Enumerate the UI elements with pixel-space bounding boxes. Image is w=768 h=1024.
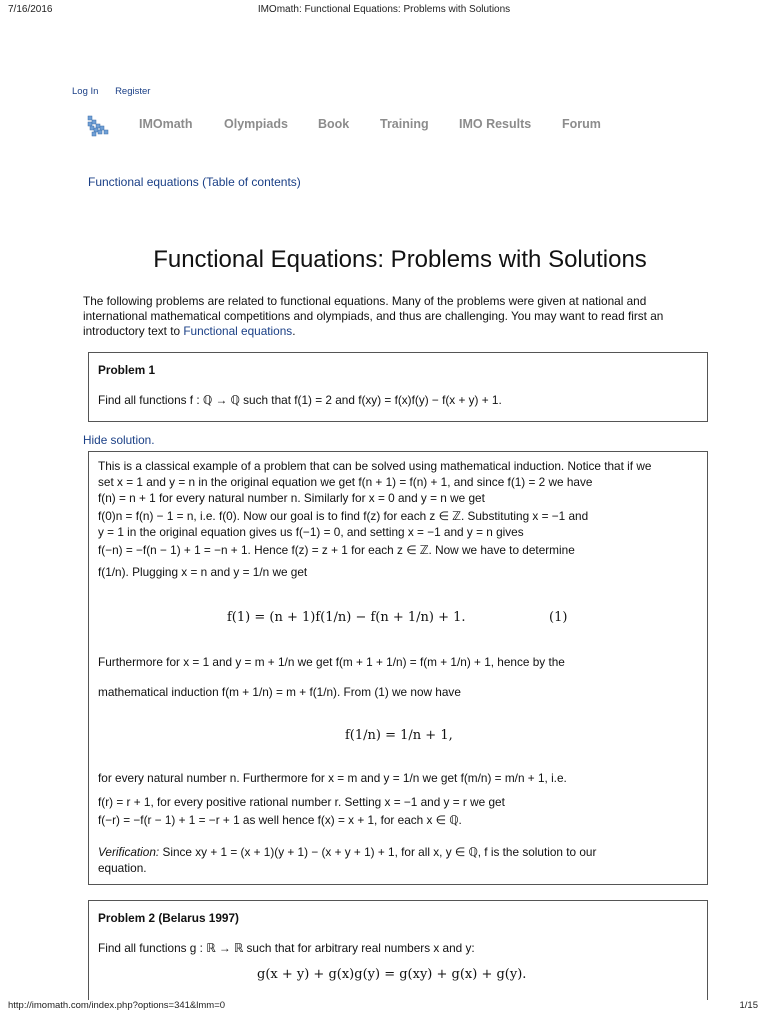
- login-link[interactable]: Log In: [72, 86, 99, 97]
- solution-line: f(−r) = −f(r − 1) + 1 = −r + 1 as well hence f(x) = x + 1, for each x ∈ ℚ.: [98, 813, 462, 827]
- equation-2: f(1/n) = 1/n + 1,: [345, 728, 453, 743]
- print-date: 7/16/2016: [8, 4, 53, 15]
- print-title: IMOmath: Functional Equations: Problems with Solutions: [257, 4, 511, 15]
- register-link[interactable]: Register: [115, 86, 151, 97]
- print-header: [0, 4, 768, 18]
- verification-text: Since xy + 1 = (x + 1)(y + 1) − (x + y + 1) + 1, for all x, y ∈ ℚ, f is the solution to our: [159, 845, 597, 859]
- hide-solution-link[interactable]: Hide solution.: [83, 433, 155, 447]
- nav-olympiads[interactable]: Olympiads: [224, 117, 288, 131]
- auth-links: [72, 86, 164, 97]
- nav-imo-results[interactable]: IMO Results: [459, 117, 532, 131]
- imomath-logo-icon[interactable]: [86, 114, 112, 140]
- solution-line: f(0)n = f(n) − 1 = n, i.e. f(0). Now our goal is to find f(z) for each z ∈ ℤ. Substituting x = −1 and: [98, 509, 589, 523]
- verification-label: Verification:: [98, 845, 160, 859]
- nav-training[interactable]: Training: [380, 117, 429, 131]
- problem-2-equation: g(x + y) + g(x)g(y) = g(xy) + g(x) + g(y).: [257, 967, 527, 982]
- print-url: http://imomath.com/index.php?options=341&lmm=0: [8, 1000, 226, 1011]
- intro-text: The following problems are related to functional equations. Many of the problems were given at national and international mathematical competitions and olympiads, and thus are challenging. You may want to read first an introductory text to: [83, 294, 664, 338]
- solution-line: This is a classical example of a problem that can be solved using mathematical induction. Notice that if we: [98, 459, 652, 473]
- nav-book[interactable]: Book: [318, 117, 350, 131]
- solution-line: f(r) = r + 1, for every positive rational number r. Setting x = −1 and y = r we get: [98, 795, 505, 809]
- solution-line: mathematical induction f(m + 1/n) = m + f(1/n). From (1) we now have: [98, 685, 461, 699]
- nav-forum[interactable]: Forum: [562, 117, 601, 131]
- verification-end: equation.: [98, 861, 147, 875]
- solution-line: y = 1 in the original equation gives us f(−1) = 0, and setting x = −1 and y = n gives: [98, 525, 524, 539]
- solution-line: Furthermore for x = 1 and y = m + 1/n we get f(m + 1 + 1/n) = f(m + 1/n) + 1, hence by the: [98, 655, 565, 669]
- print-page-number: 1/15: [739, 1000, 758, 1011]
- intro-paragraph: [83, 294, 703, 339]
- main-nav: [86, 112, 686, 142]
- nav-imomath[interactable]: IMOmath: [139, 117, 193, 131]
- intro-end: .: [292, 324, 296, 338]
- page-title: Functional Equations: Problems with Solutions: [153, 246, 647, 273]
- solution-line: for every natural number n. Furthermore for x = m and y = 1/n we get f(m/n) = m/n + 1, i.e.: [98, 771, 567, 785]
- problem-2-statement: Find all functions g : ℝ → ℝ such that for arbitrary real numbers x and y:: [98, 941, 475, 955]
- problem-2-box: [88, 900, 708, 1000]
- functional-equations-link[interactable]: Functional equations: [183, 324, 293, 338]
- problem-1-heading: Problem 1: [98, 363, 156, 377]
- solution-1-box: [88, 451, 708, 885]
- problem-2-heading: Problem 2 (Belarus 1997): [98, 911, 239, 925]
- solution-line: f(n) = n + 1 for every natural number n. Similarly for x = 0 and y = n we get: [98, 491, 485, 505]
- problem-1-box: [88, 352, 708, 422]
- toc-link[interactable]: Functional equations (Table of contents): [88, 175, 301, 189]
- equation-1-label: (1): [549, 610, 568, 625]
- equation-1: f(1) = (n + 1)f(1/n) − f(n + 1/n) + 1.: [227, 610, 466, 625]
- print-footer: [0, 1000, 768, 1014]
- solution-line: set x = 1 and y = n in the original equation we get f(n + 1) = f(n) + 1, and since f(1) = 2 we have: [98, 475, 593, 489]
- problem-1-statement: Find all functions f : ℚ → ℚ such that f(1) = 2 and f(xy) = f(x)f(y) − f(x + y) + 1.: [98, 393, 502, 407]
- solution-line: f(1/n). Plugging x = n and y = 1/n we get: [98, 565, 308, 579]
- solution-line: f(−n) = −f(n − 1) + 1 = −n + 1. Hence f(z) = z + 1 for each z ∈ ℤ. Now we have to determine: [98, 543, 575, 557]
- verification-line: [98, 844, 596, 860]
